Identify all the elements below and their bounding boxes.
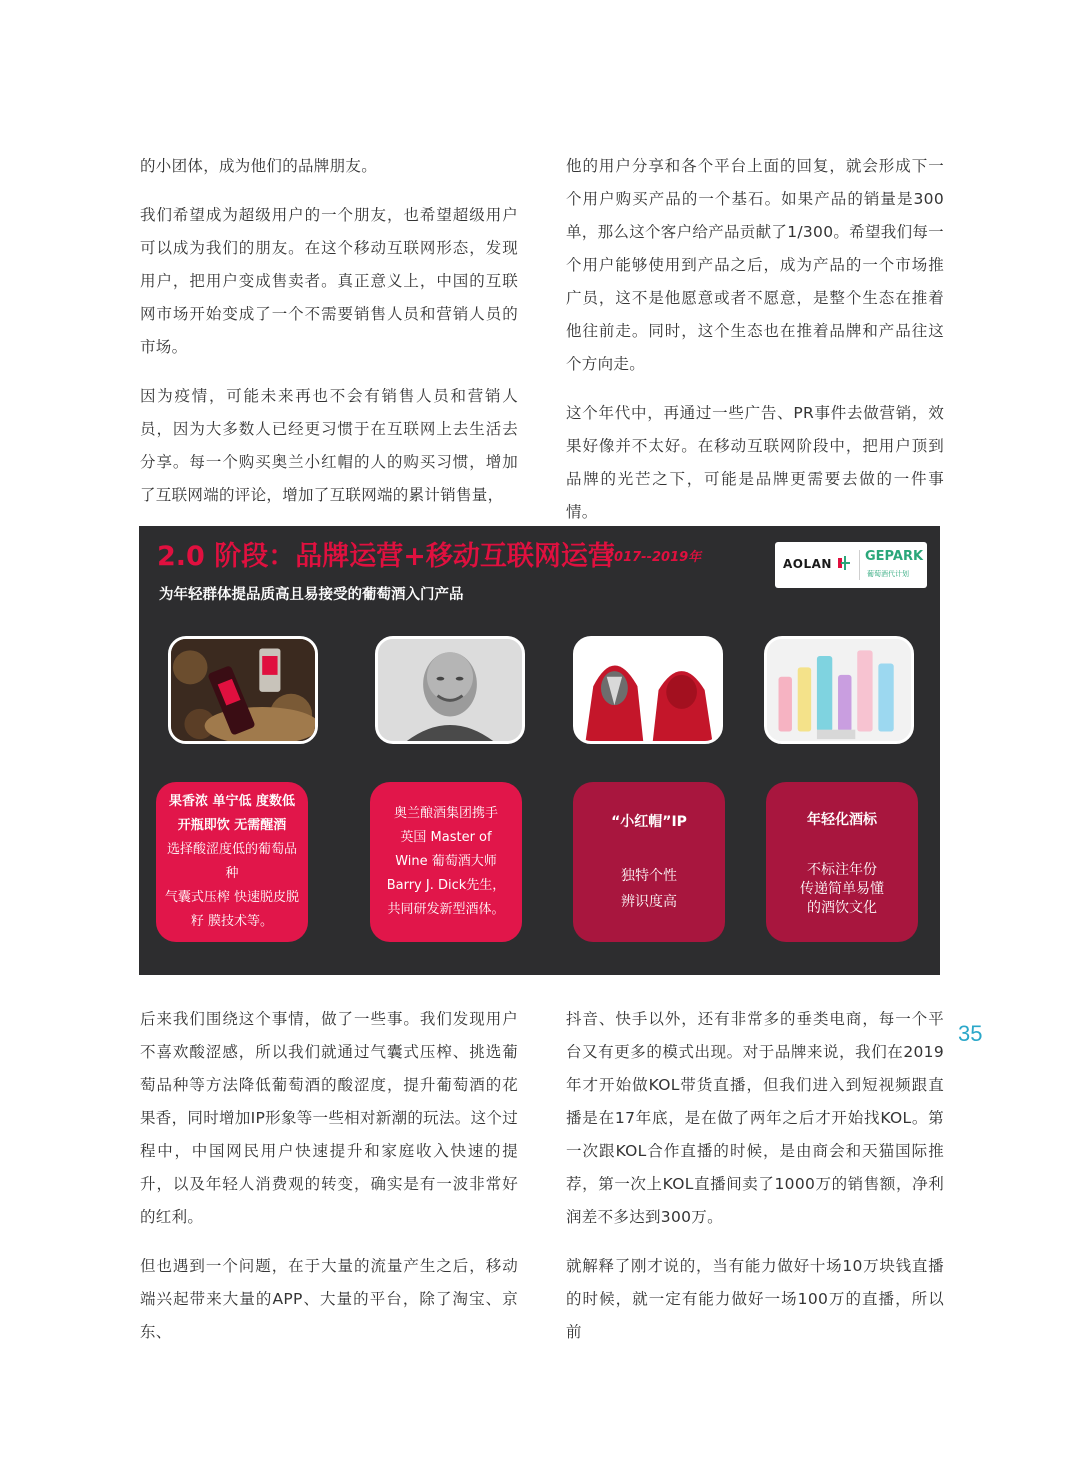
paragraph: 后来我们围绕这个事情，做了一些事。我们发现用户不喜欢酸涩感，所以我们就通过气囊式压榨、挑选葡萄品种等方法降低葡萄酒的酸涩度，提升葡萄酒的花果香，同时增加IP形象等一些相对新潮的玩法。这个过程中，中国网民用户快速提升和家庭收入快速的提升，以及年轻人消费观的转变，确实是有一波非常好的红利。 [140,1010,518,1226]
card-heading: 年轻化酒标 [807,811,877,828]
paragraph: 他的用户分享和各个平台上面的回复，就会形成下一个用户购买产品的一个基石。如果产品的销量是300单，那么这个客户给产品贡献了1/300。希望我们每一个用户能够使用到产品之后，成为产品的一个市场推广员，这不是他愿意或者不愿意，是整个生态在推着他往前走。同时，这个生态也在推着品牌和产品往这个方向走。 [566,157,944,373]
feature-card-label [766,782,918,942]
card-line: 独特个性 [621,868,677,884]
brand-logos [775,542,927,588]
slide-title: 2.0 阶段：品牌运营+移动互联网运营 [157,541,615,572]
paragraph: 我们希望成为超级用户的一个朋友，也希望超级用户可以成为我们的朋友。在这个移动互联网形态，发现用户，把用户变成售卖者。真正意义上，中国的互联网市场开始变成了一个不需要销售人员和营销人员的市场。 [140,206,518,356]
card-line: 辨识度高 [621,894,677,910]
gepark-logo: GEPARK [865,549,924,564]
text-column-bottom-left [140,1003,518,1365]
feature-card-winemaker [370,782,522,942]
paragraph: 但也遇到一个问题，在于大量的流量产生之后，移动端兴起带来大量的APP、大量的平台，除了淘宝、京东、 [140,1257,518,1341]
feature-card-ip [573,782,725,942]
card-line: 选择酸涩度低的葡萄品种 [166,842,297,881]
card-line: 的酒饮文化 [807,899,877,916]
card-line: Wine 葡萄酒大师 [395,854,497,869]
wine-bottles-lineup-photo [764,636,914,744]
winemaker-portrait-photo [375,636,525,744]
wine-bottle-photo [168,636,318,744]
card-line: 籽 膜技术等。 [190,914,274,929]
paragraph: 因为疫情，可能未来再也不会有销售人员和营销人员，因为大多数人已经更习惯于在互联网上去生活去分享。每一个购买奥兰小红帽的人的购买习惯，增加了互联网端的评论，增加了互联网端的累计销售量， [140,387,518,504]
card-line: 共同研发新型酒体。 [387,902,505,917]
gepark-logo-subtitle: 葡萄酒代计划 [867,570,909,578]
card-line: 开瓶即饮 无需醒酒 [177,818,287,833]
aolan-logo: AOLAN [783,557,832,571]
presentation-slide [139,526,940,975]
paragraph: 的小团体，成为他们的品牌朋友。 [140,157,378,175]
text-column-bottom-right [566,1003,944,1365]
slide-subtitle: 为年轻群体提品质高且易接受的葡萄酒入门产品 [159,587,464,603]
feature-card-taste [156,782,308,942]
card-line: 不标注年份 [807,861,877,878]
card-line: 传递简单易懂 [800,880,884,897]
text-column-top-left [140,150,518,528]
aolan-mark-icon [837,554,851,572]
paragraph: 就解释了刚才说的，当有能力做好十场10万块钱直播的时候，就一定有能力做好一场100万的直播，所以前 [566,1257,944,1341]
logo-divider [859,550,860,580]
paragraph: 这个年代中，再通过一些广告、PR事件去做营销，效果好像并不太好。在移动互联网阶段中，把用户顶到品牌的光芒之下，可能是品牌更需要去做的一件事情。 [566,404,944,521]
card-line: 果香浓 单宁低 度数低 [168,794,296,809]
paragraph: 抖音、快手以外，还有非常多的垂类电商，每一个平台又有更多的模式出现。对于品牌来说，我们在2019年才开始做KOL带货直播，但我们进入到短视频跟直播是在17年底，是在做了两年之后才开始找KOL。第一次跟KOL合作直播的时候，是由商会和天猫国际推荐，第一次上KOL直播间卖了1000万的销售额，净利润差不多达到300万。 [566,1010,944,1226]
card-line: 奥兰酿酒集团携手 [393,806,498,821]
card-heading: “小红帽”IP [611,814,687,830]
text-column-top-right [566,150,944,545]
page-number: 35 [958,1021,983,1046]
card-line: Barry J. Dick先生， [386,878,506,893]
card-line: 气囊式压榨 快速脱皮脱 [164,890,300,905]
card-line: 英国 Master of [400,830,492,845]
slide-years: 2017--2019年 [605,550,702,565]
little-red-hood-mascot-photo [573,636,723,744]
